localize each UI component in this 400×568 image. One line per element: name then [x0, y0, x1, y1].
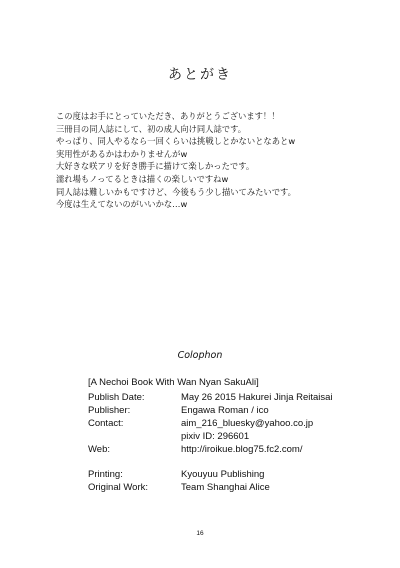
publisher-row: [88, 404, 348, 417]
original-work-label: Original Work:: [88, 482, 149, 493]
web-url: http://iroikue.blog75.fc2.com/: [181, 444, 303, 455]
publish-date-label: Publish Date:: [88, 392, 145, 403]
contact-row: [88, 417, 348, 430]
pixiv-row: [88, 430, 348, 443]
page-number: 16: [196, 530, 204, 537]
contact-pixiv: pixiv ID: 296601: [181, 431, 250, 442]
web-row: [88, 443, 348, 456]
publish-date-value: May 26 2015 Hakurei Jinja Reitaisai: [181, 392, 333, 403]
afterword-line: 実用性があるかはわかりませんがw: [56, 148, 188, 159]
contact-email: aim_216_bluesky@yahoo.co.jp: [181, 418, 314, 429]
afterword-line: この度はお手にとっていただき、ありがとうございます！！: [56, 111, 280, 121]
colophon-heading: Colophon: [177, 350, 223, 361]
afterword-line: 三冊目の同人誌にして、初の成人向け同人誌です。: [56, 123, 247, 134]
afterword-line: 同人誌は難しいかもですけど、今後もう少し描いてみたいです。: [56, 186, 296, 197]
colophon-block: [88, 375, 348, 494]
original-work-row: [88, 481, 348, 494]
afterword-line: 濡れ場もノってるときは描くの楽しいですねw: [56, 173, 229, 184]
publish-date-row: [88, 391, 348, 404]
afterword-line: 大好きな咲アリを好き勝手に描けて楽しかったです。: [56, 161, 255, 172]
afterword-title: あとがき: [168, 67, 232, 83]
contact-label: Contact:: [88, 418, 124, 429]
afterword-line: 今度は生えてないのがいいかな…w: [56, 199, 188, 210]
original-work-value: Team Shanghai Alice: [181, 482, 270, 493]
printing-label: Printing:: [88, 469, 123, 480]
printing-value: Kyouyuu Publishing: [181, 469, 265, 480]
publisher-label: Publisher:: [88, 405, 131, 416]
afterword-line: やっぱり、同人やるなら一回くらいは挑戦しとかないとなあとw: [56, 136, 296, 147]
publisher-value: Engawa Roman / ico: [181, 405, 269, 416]
web-label: Web:: [88, 444, 111, 455]
afterword-text: [56, 110, 376, 211]
printing-row: [88, 468, 348, 481]
book-title: [A Nechoi Book With Wan Nyan SakuAli]: [88, 377, 259, 388]
